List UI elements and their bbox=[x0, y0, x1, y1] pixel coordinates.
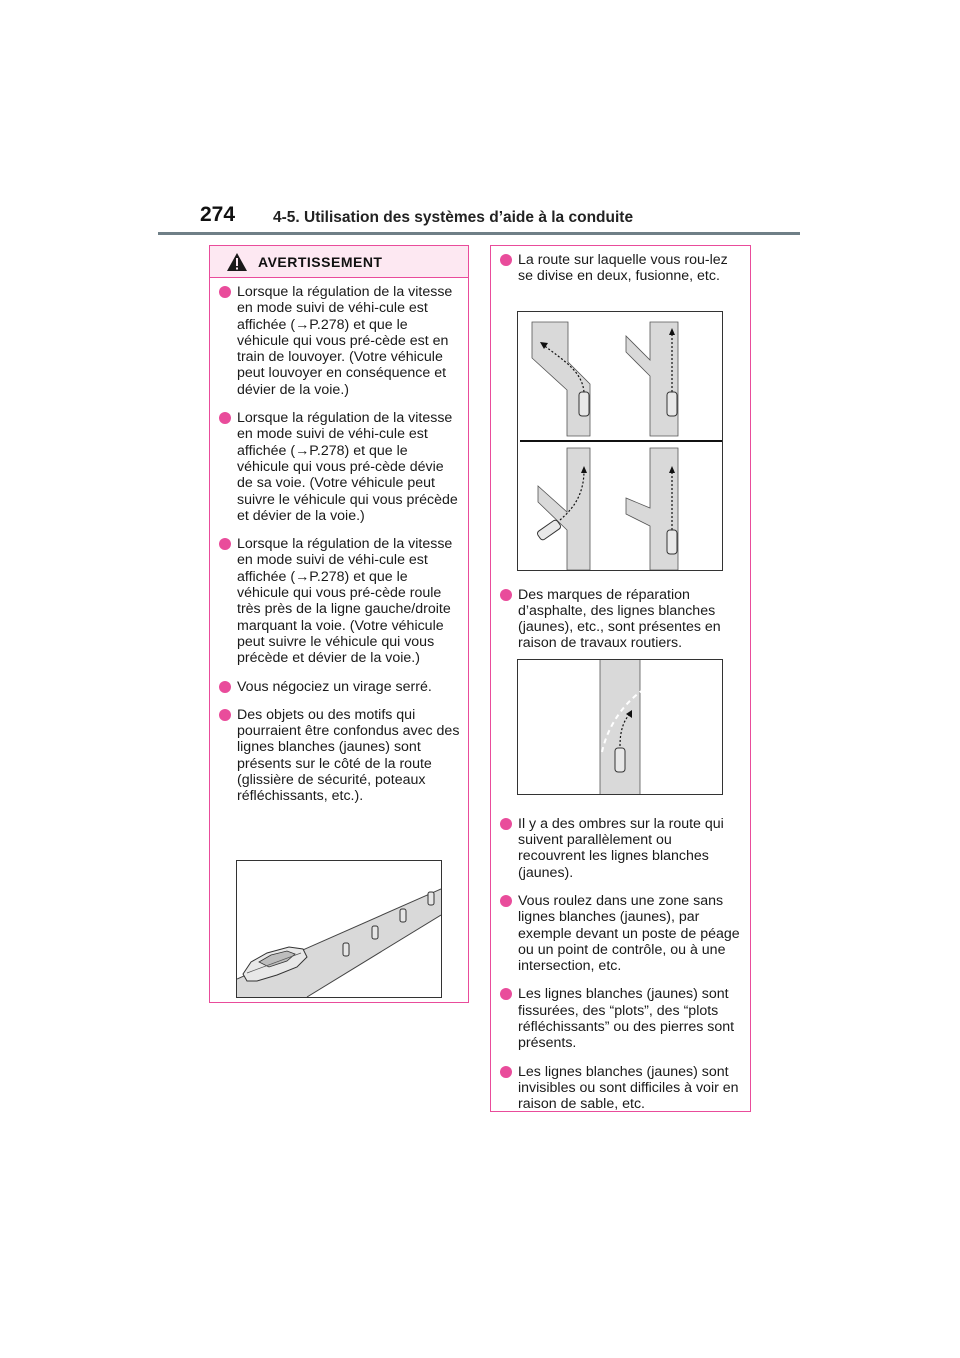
condition-item: Des marques de réparation d’asphalte, des lignes blanches (jaunes), etc., sont présentes en raison de travaux routiers. bbox=[499, 587, 742, 652]
warning-item: Lorsque la régulation de la vitesse en mode suivi de véhi-cule est affichée (→P.278) et que le véhicule qui vous pré-cède roule très près de la ligne gauche/droite marquant la voie. (Votre véhicule peut suivre le véhicule qui vous précède et dévier de la voie.) bbox=[218, 536, 460, 666]
bullet-icon bbox=[500, 254, 512, 266]
car-icon bbox=[667, 392, 677, 416]
page-number: 274 bbox=[200, 203, 236, 226]
bullet-icon bbox=[219, 286, 231, 298]
page-reference-link[interactable]: P.278 bbox=[309, 316, 345, 333]
car-icon bbox=[579, 392, 589, 416]
bullet-icon bbox=[219, 681, 231, 693]
bullet-icon bbox=[219, 538, 231, 550]
page-reference-link[interactable]: P.278 bbox=[309, 568, 345, 585]
warning-header bbox=[210, 246, 468, 278]
bullet-icon bbox=[500, 1066, 512, 1078]
bullet-icon bbox=[500, 818, 512, 830]
page-header bbox=[158, 200, 800, 236]
condition-item: Les lignes blanches (jaunes) sont fissurées, des “plots”, des “plots réfléchissants” ou des pierres sont présents. bbox=[499, 986, 742, 1051]
bullet-icon bbox=[500, 988, 512, 1000]
condition-item: Vous roulez dans une zone sans lignes blanches (jaunes), par exemple devant un poste de péage ou un point de contrôle, ou à une intersection, etc. bbox=[499, 893, 742, 974]
condition-item: La route sur laquelle vous rou-lez se divise en deux, fusionne, etc. bbox=[499, 252, 742, 285]
arrow-icon: → bbox=[295, 442, 310, 459]
guardrail-illustration bbox=[236, 860, 442, 998]
car-icon bbox=[536, 519, 561, 541]
bullet-icon bbox=[219, 709, 231, 721]
bullet-icon bbox=[500, 589, 512, 601]
bullet-icon bbox=[500, 895, 512, 907]
condition-item: Il y a des ombres sur la route qui suivent parallèlement ou recouvrent les lignes blanches (jaunes). bbox=[499, 816, 742, 881]
warning-item: Vous négociez un virage serré. bbox=[218, 679, 460, 695]
repair-marks-illustration bbox=[517, 659, 723, 795]
arrow-icon: → bbox=[295, 568, 310, 585]
warning-item: Lorsque la régulation de la vitesse en mode suivi de véhi-cule est affichée (→P.278) et que le véhicule qui vous pré-cède dévie de sa voie. (Votre véhicule peut suivre le véhicule qui vous précède et dévier de la voie.) bbox=[218, 410, 460, 524]
car-icon bbox=[667, 530, 677, 554]
header-divider bbox=[158, 232, 800, 235]
warning-item: Lorsque la régulation de la vitesse en mode suivi de véhi-cule est affichée (→P.278) et que le véhicule qui vous pré-cède est en train de louvoyer. (Votre véhicule peut louvoyer en conséquence et dévier de la voie.) bbox=[218, 284, 460, 398]
bullet-icon bbox=[219, 412, 231, 424]
car-icon bbox=[615, 748, 625, 772]
condition-item: Les lignes blanches (jaunes) sont invisibles ou sont difficiles à voir en raison de sable, etc. bbox=[499, 1064, 742, 1113]
warning-item: Des objets ou des motifs qui pourraient être confondus avec des lignes blanches (jaunes) sont présents sur le côté de la route (glissière de sécurité, poteaux réfléchissants, etc.). bbox=[218, 707, 460, 805]
road-split-illustration bbox=[517, 311, 723, 571]
page-reference-link[interactable]: P.278 bbox=[309, 442, 345, 459]
section-title: 4-5. Utilisation des systèmes d’aide à la conduite bbox=[273, 209, 634, 226]
arrow-icon: → bbox=[295, 316, 310, 333]
warning-triangle-icon bbox=[226, 252, 248, 272]
warning-title: AVERTISSEMENT bbox=[258, 254, 383, 270]
